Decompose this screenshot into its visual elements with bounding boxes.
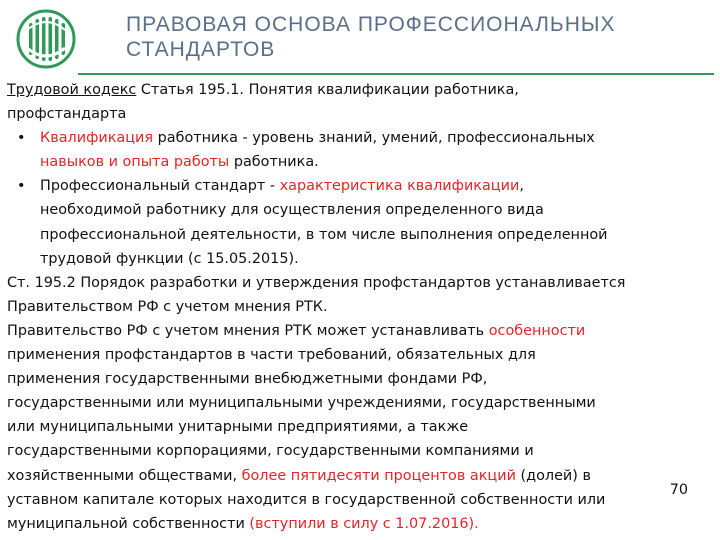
text: Статья 195.1. Понятия квалификации работника, (136, 82, 519, 98)
title-divider (78, 73, 714, 75)
highlight-text: более пятидесяти процентов акций (241, 467, 516, 484)
text: Правительством РФ с учетом мнения РТК. (7, 298, 328, 315)
text: уставном капитале которых находится в государственной собственности или (7, 491, 606, 508)
bullet-item-prof-standard (7, 174, 717, 270)
text: необходимой работнику для осуществления определенного вида (40, 202, 544, 219)
text: трудовой функции (с 15.05.2015). (40, 250, 299, 267)
text: муниципальной собственности (7, 515, 250, 532)
paragraph-3 (7, 319, 717, 536)
text: применения профстандартов в части требований, обязательных для (7, 347, 536, 364)
wheat-wreath-logo-icon (15, 8, 77, 70)
text: работника. (229, 154, 319, 171)
document-body (7, 78, 717, 536)
labor-code-link[interactable]: Трудовой кодекс (7, 82, 137, 98)
text: Профессиональный стандарт - (40, 178, 280, 195)
highlight-text: навыков и опыта работы (40, 154, 230, 171)
highlight-text: особенности (488, 322, 586, 339)
text: (долей) в (515, 467, 591, 484)
page-number: 70 (669, 482, 688, 498)
bullet-item-qualification (7, 126, 717, 174)
text: работника - уровень знаний, умений, профессиональных (153, 130, 595, 147)
highlight-text: (вступили в силу с 1.07.2016). (249, 515, 479, 532)
text: Правительство РФ с учетом мнения РТК может устанавливать (7, 322, 489, 339)
highlight-text: Квалификация (40, 130, 154, 147)
text: профессиональной деятельности, в том числе выполнения определенной (40, 226, 608, 243)
paragraph-1-cont: профстандарта (7, 106, 127, 123)
text: хозяйственными обществами, (7, 467, 242, 484)
text: или муниципальными унитарными предприятиями, а также (7, 419, 469, 436)
text: государственными или муниципальными учреждениями, государственными (7, 395, 596, 412)
text: государственными корпорациями, государственными компаниями и (7, 443, 534, 460)
text: применения государственными внебюджетными фондами РФ, (7, 371, 488, 388)
paragraph-2 (7, 271, 717, 319)
text: Ст. 195.2 Порядок разработки и утверждения профстандартов устанавливается (7, 274, 626, 291)
bullet-icon: • (17, 178, 26, 195)
highlight-text: характеристика квалификации (279, 178, 520, 195)
page-title: ПРАВОВАЯ ОСНОВА ПРОФЕССИОНАЛЬНЫХ СТАНДАРТОВ (126, 13, 616, 61)
text: , (519, 178, 524, 195)
paragraph-1 (7, 78, 717, 102)
bullet-icon: • (17, 130, 26, 147)
